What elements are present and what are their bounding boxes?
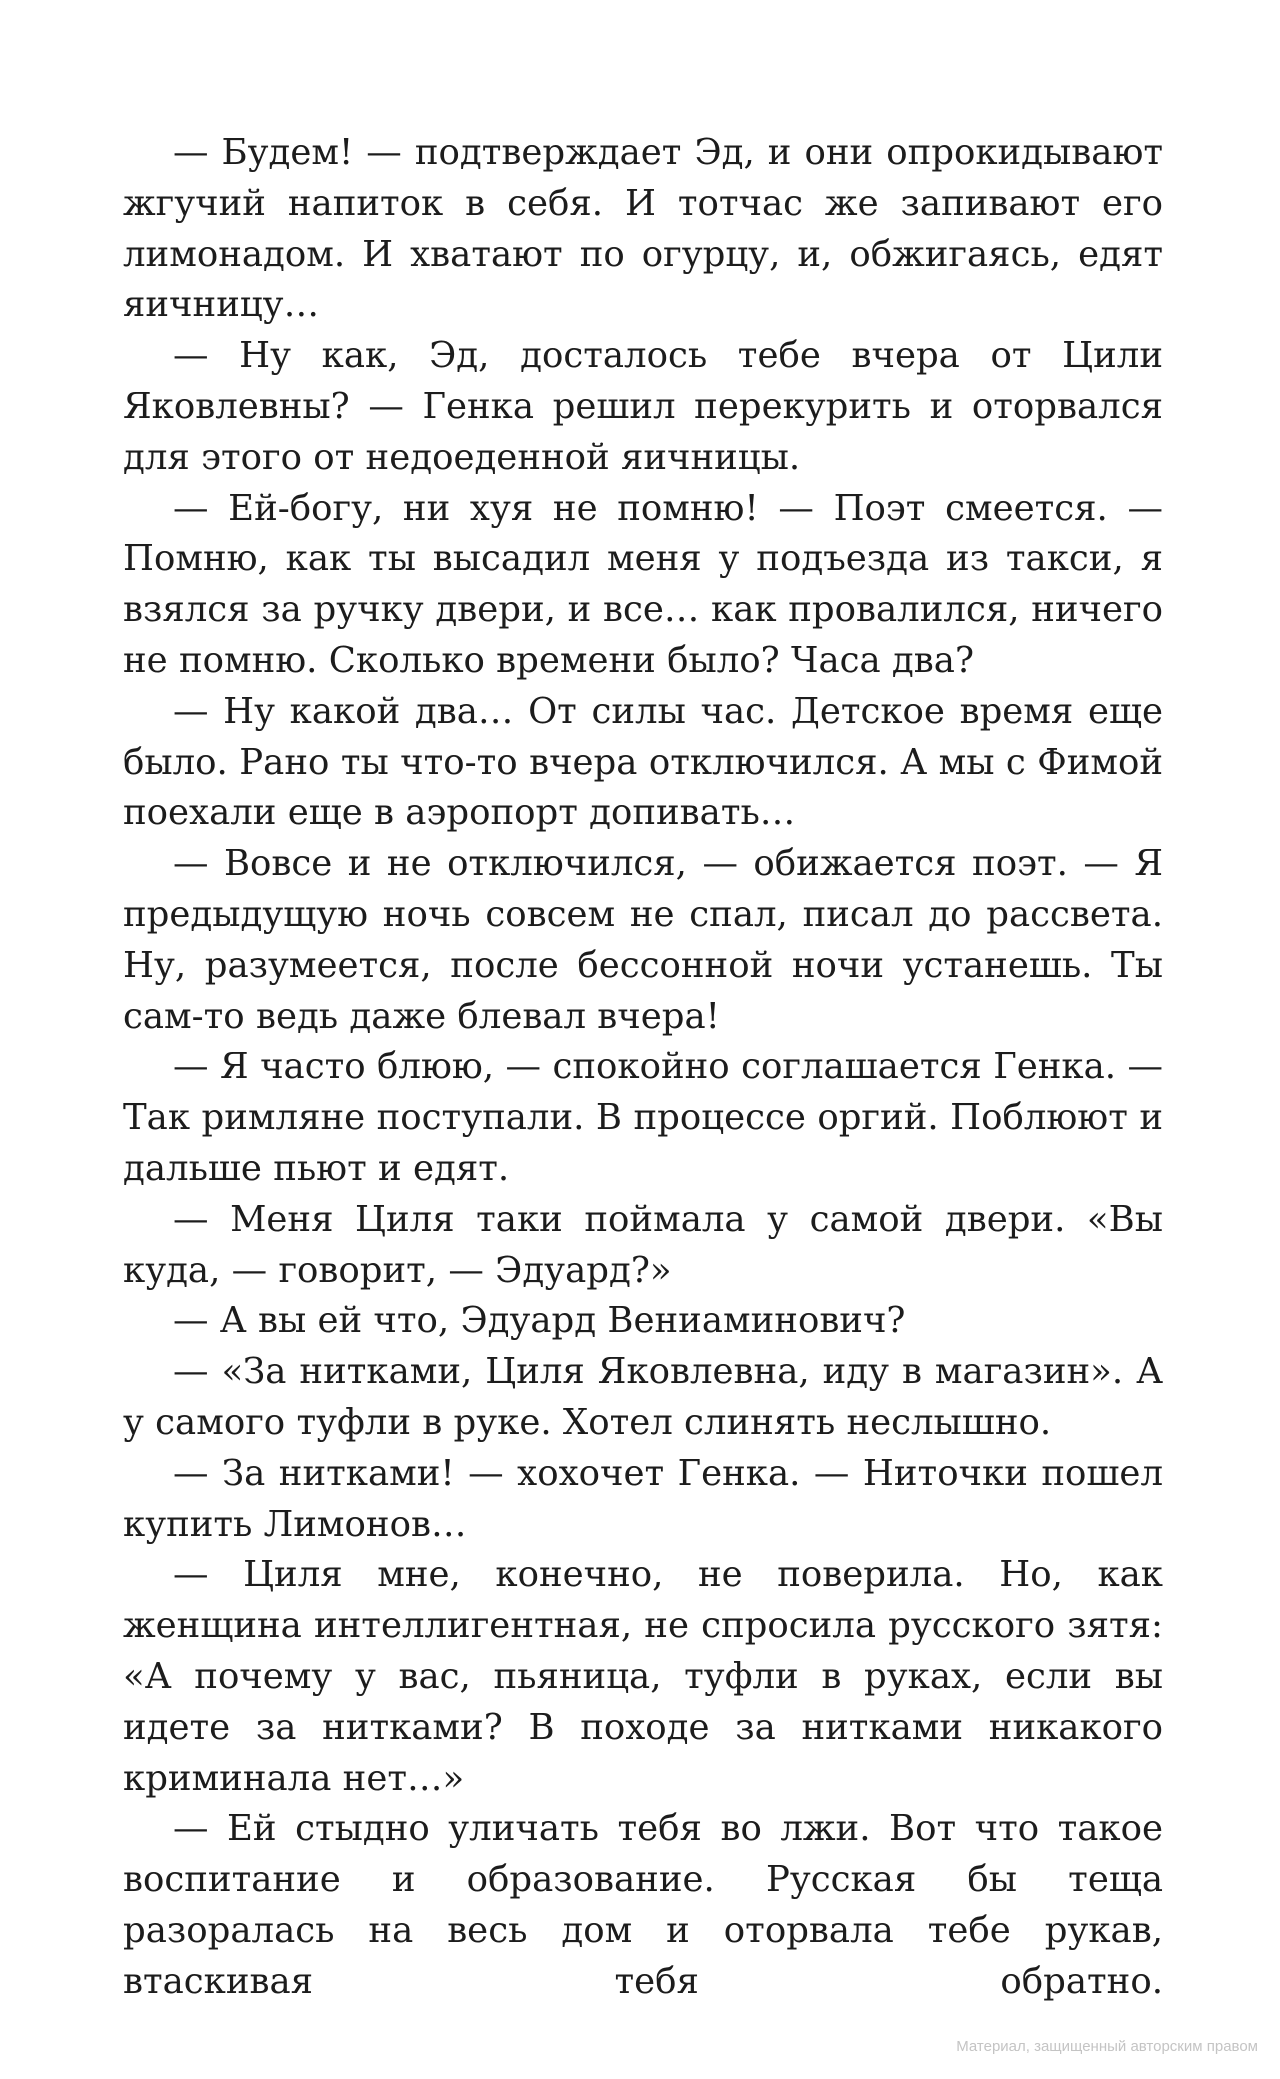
paragraph: — За нитками! — хохочет Генка. — Ниточки пошел купить Лимонов… — [123, 1452, 1163, 1545]
paragraph: — Ну какой два… От силы час. Детское время еще было. Рано ты что-то вчера отключился. А мы с Фимой поехали еще в аэропорт допивать… — [123, 690, 1163, 834]
paragraph: — «За нитками, Циля Яковлевна, иду в магазин». А у самого туфли в руке. Хотел слинять неслышно. — [123, 1351, 1163, 1443]
paragraph: — Вовсе и не отключился, — обижается поэт. — Я предыдущую ночь совсем не спал, писал до рассвета. Ну, разумеется, после бессонной ночи устанешь. Ты сам-то ведь даже блевал вчера! — [123, 843, 1163, 1037]
paragraph: — А вы ей что, Эдуард Вениаминович? — [173, 1300, 906, 1342]
paragraph: — Я часто блюю, — спокойно соглашается Генка. — Так римляне поступали. В процессе оргий. Поблюют и дальше пьют и едят. — [123, 1046, 1163, 1189]
paragraph: — Будем! — подтверждает Эд, и они опрокидывают жгучий напиток в себя. И тотчас же запивают его лимонадом. И хватают по огурцу, и, обжигаясь, едят яичницу… — [123, 132, 1163, 326]
paragraph: — Ну как, Эд, досталось тебе вчера от Цили Яковлевны? — Генка решил перекурить и оторвался для этого от недоеденной яичницы. — [123, 335, 1163, 478]
paragraph: — Ей-богу, ни хуя не помню! — Поэт смеется. — Помню, как ты высадил меня у подъезда из такси, я взялся за ручку двери, и все… как провалился, ничего не помню. Сколько времени было? Часа два? — [123, 487, 1163, 681]
paragraph: — Меня Циля таки поймала у самой двери. «Вы куда, — говорит, — Эдуард?» — [123, 1198, 1163, 1291]
paragraph: — Ей стыдно уличать тебя во лжи. Вот что такое воспитание и образование. Русская бы теща разоралась на весь дом и оторвала тебе рукав, втаскивая тебя обратно. — [123, 1808, 1163, 2002]
paragraph: — Циля мне, конечно, не поверила. Но, как женщина интеллигентная, не спросила русского зятя: «А почему у вас, пьяница, туфли в руках, если вы идете за нитками? В походе за нитками никакого криминала нет…» — [123, 1554, 1163, 1799]
book-page-text — [123, 128, 1163, 2007]
copyright-watermark: Материал, защищенный авторским правом — [956, 2038, 1258, 2055]
